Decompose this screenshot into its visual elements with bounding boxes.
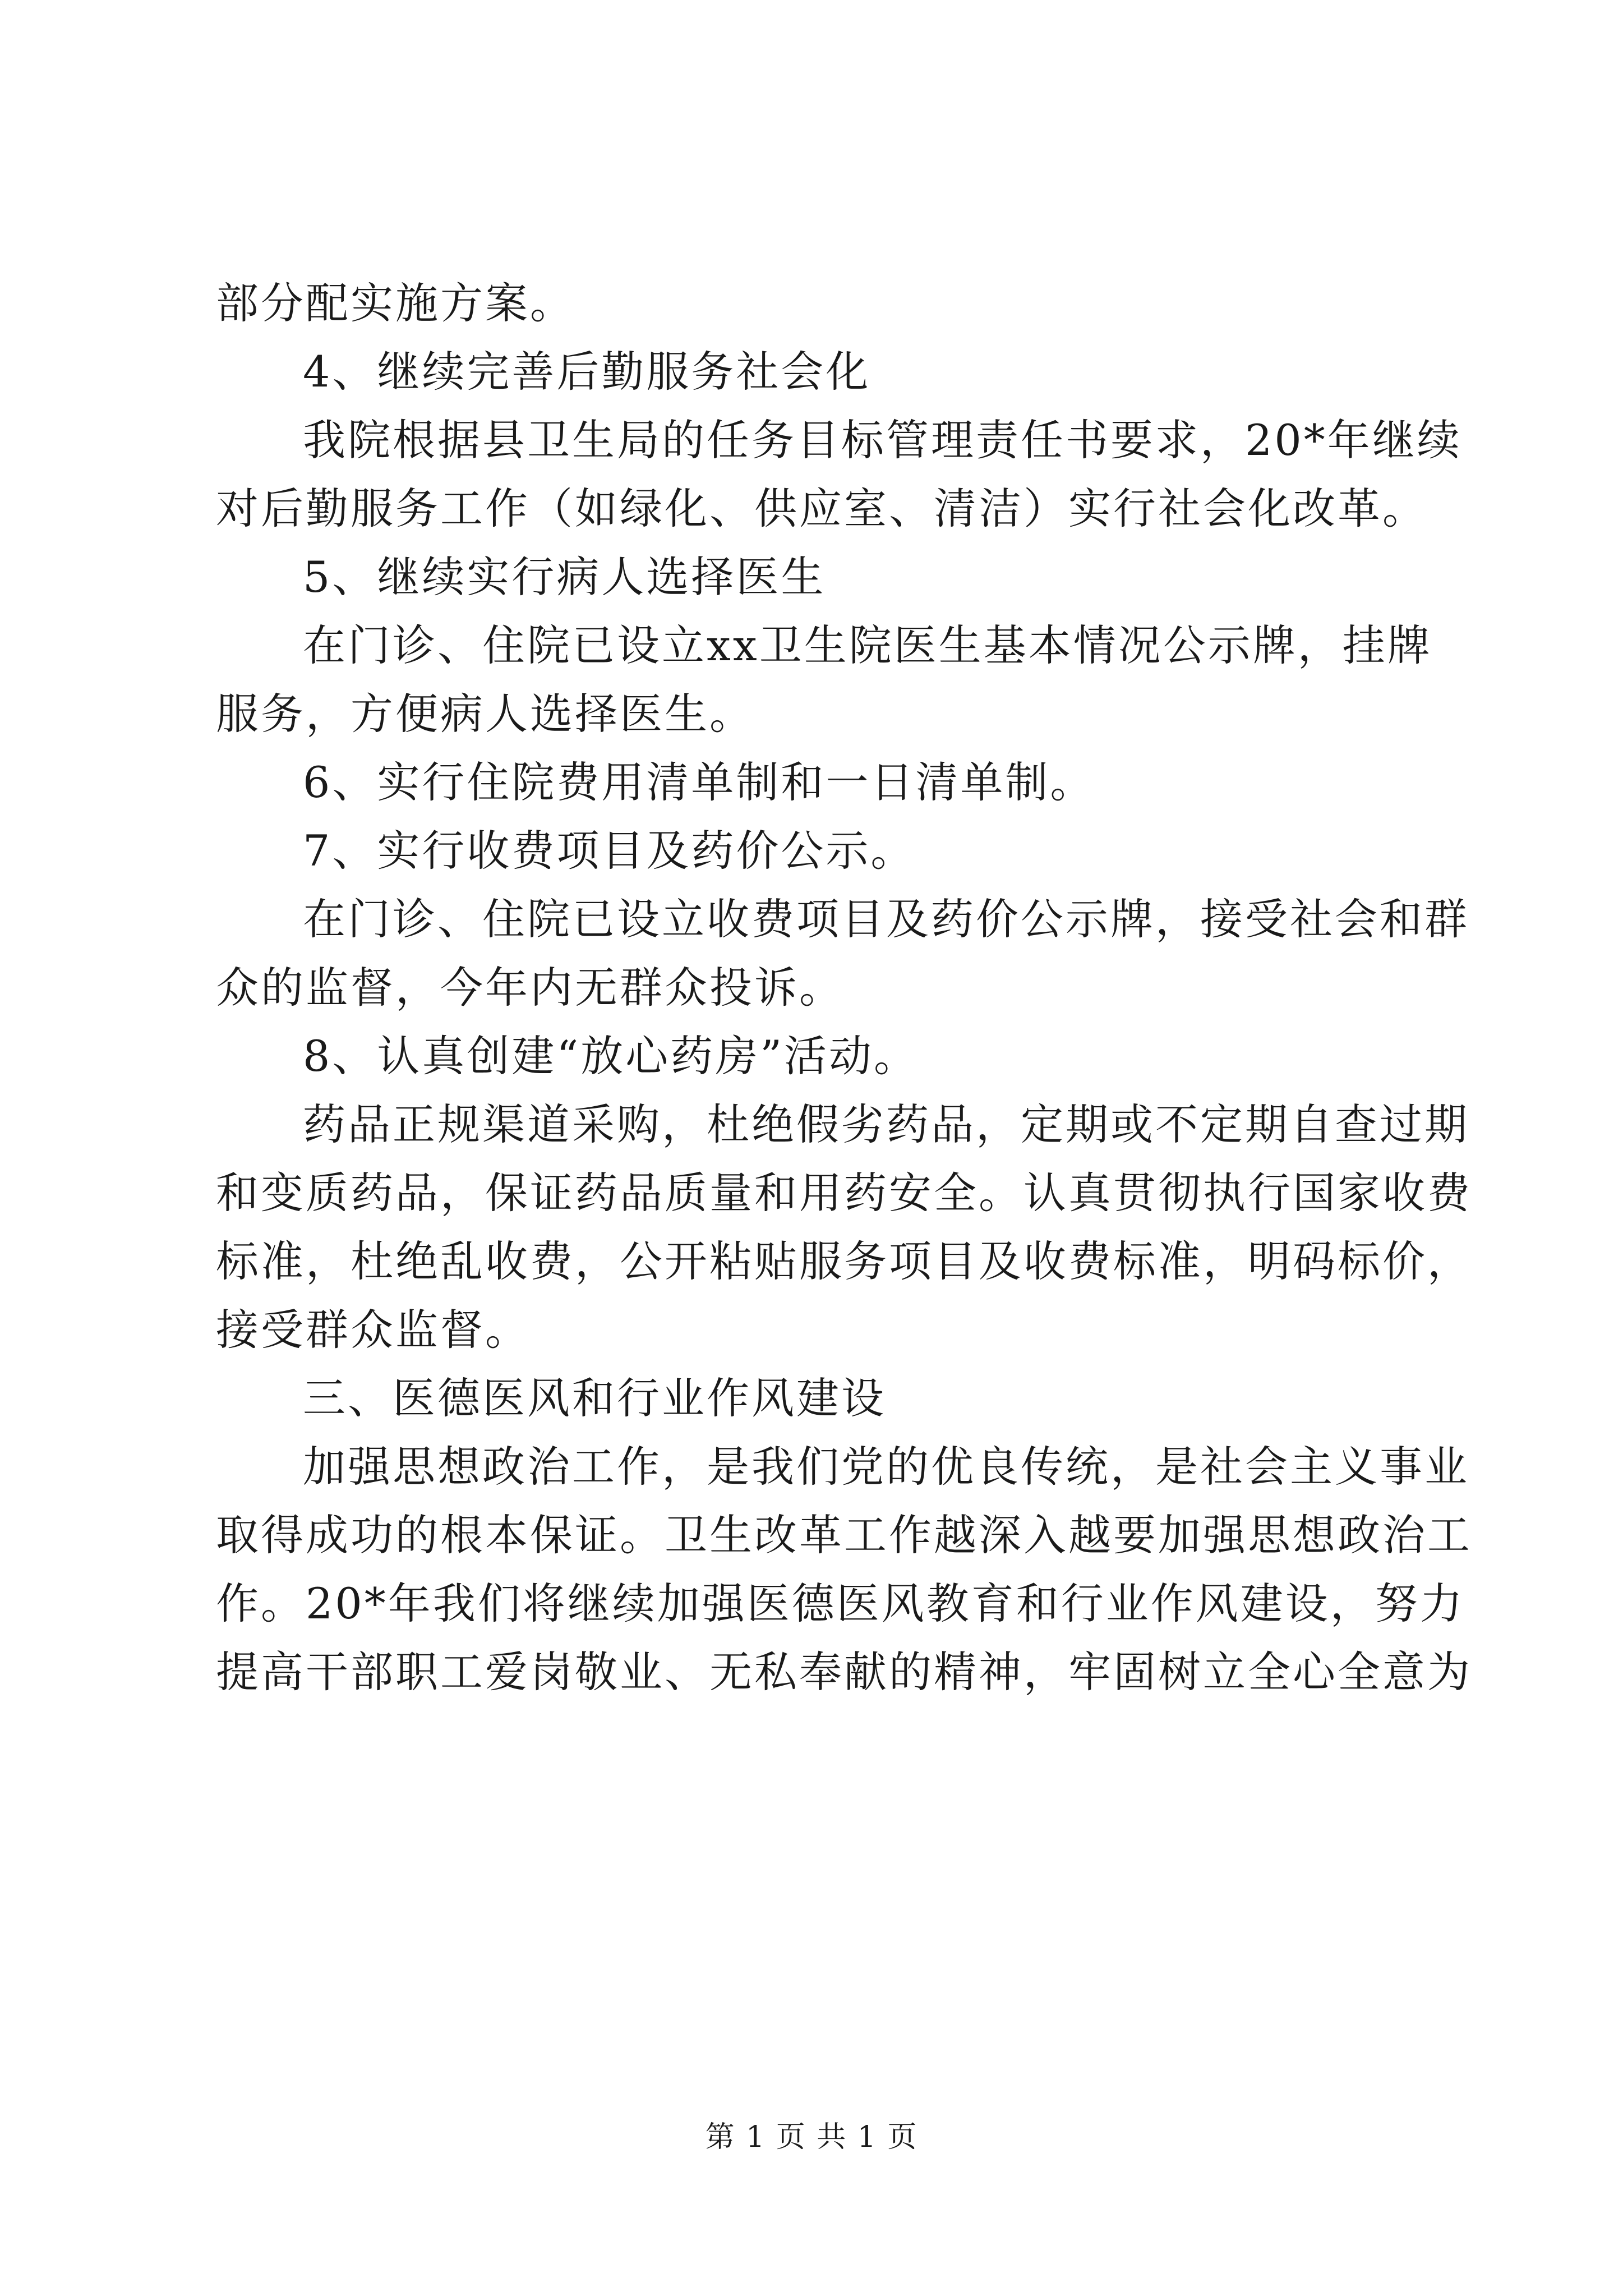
text-line: 取得成功的根本保证。卫生改革工作越深入越要加强思想政治工: [216, 1510, 1472, 1560]
section-heading: 5、继续实行病人选择医生: [303, 552, 826, 602]
text-line: 众的监督，今年内无群众投诉。: [216, 963, 844, 1013]
text-line: 部分配实施方案。: [216, 278, 575, 328]
section-heading: 8、认真创建“放心药房”活动。: [303, 1031, 919, 1081]
text-line: 对后勤服务工作（如绿化、供应室、清洁）实行社会化改革。: [216, 484, 1427, 533]
text-line: 接受群众监督。: [216, 1305, 530, 1355]
text-line: 作。20*年我们将继续加强医德医风教育和行业作风建设，努力: [216, 1579, 1465, 1628]
text-line: 加强思想政治工作，是我们党的优良传统，是社会主义事业: [303, 1442, 1469, 1492]
document-body: [216, 269, 1472, 1706]
text-line: 标准，杜绝乱收费，公开粘贴服务项目及收费标准，明码标价，: [216, 1236, 1472, 1286]
text-line: 提高干部职工爱岗敬业、无私奉献的精神，牢固树立全心全意为: [216, 1647, 1472, 1697]
section-heading: 4、继续完善后勤服务社会化: [303, 347, 871, 397]
text-line: 服务，方便病人选择医生。: [216, 689, 754, 739]
section-heading: 三、医德医风和行业作风建设: [303, 1373, 886, 1423]
text-line: 在门诊、住院已设立收费项目及药价公示牌，接受社会和群: [303, 894, 1469, 944]
section-heading: 7、实行收费项目及药价公示。: [303, 826, 916, 876]
page-footer: 第 1 页 共 1 页: [705, 2120, 918, 2154]
section-heading: 6、实行住院费用清单制和一日清单制。: [303, 757, 1095, 807]
text-line: 我院根据县卫生局的任务目标管理责任书要求，20*年继续: [303, 415, 1462, 465]
text-line: 在门诊、住院已设立xx卫生院医生基本情况公示牌，挂牌: [303, 620, 1432, 670]
text-line: 和变质药品，保证药品质量和用药安全。认真贯彻执行国家收费: [216, 1168, 1472, 1218]
text-line: 药品正规渠道采购，杜绝假劣药品，定期或不定期自查过期: [303, 1099, 1469, 1149]
